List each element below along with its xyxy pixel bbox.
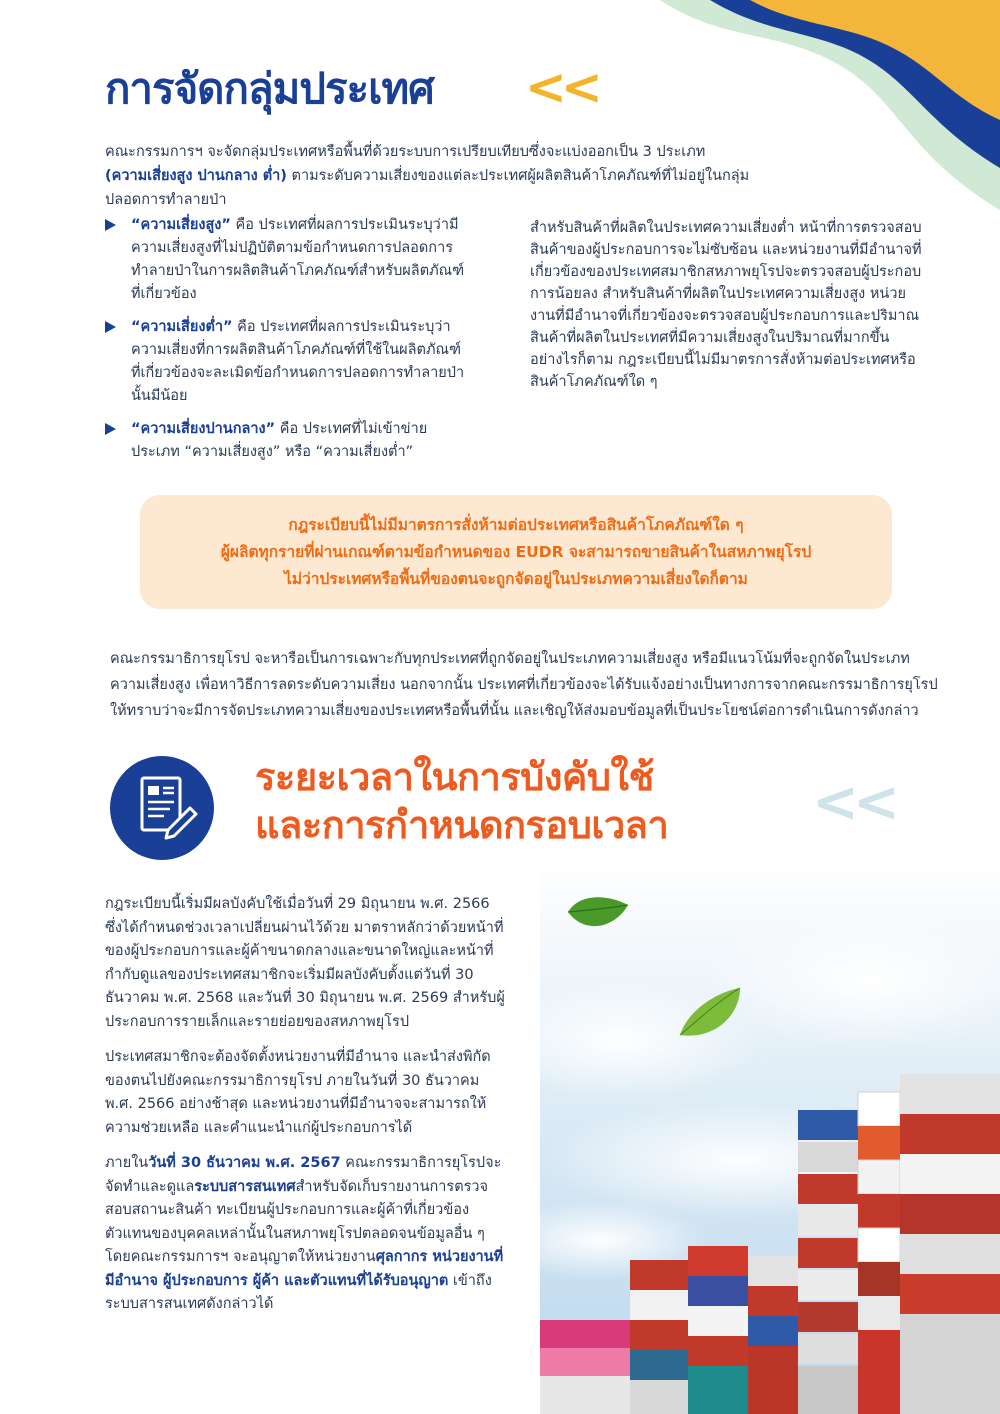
container-stack (798, 1074, 1000, 1414)
timeline-paragraphs (105, 893, 505, 1329)
list-item-standard-risk: “ความเสี่ยงปานกลาง” คือ ประเทศที่ไม่เข้าข่ายประเภท “ความเสี่ยงสูง” หรือ “ความเสี่ยงต่ำ” (105, 418, 465, 464)
callout-line: กฎระเบียบนี้ไม่มีมาตรการสั่งห้ามต่อประเทศหรือสินค้าโภคภัณฑ์ใด ๆ (288, 515, 744, 534)
document-icon (110, 756, 214, 860)
intro-paragraph: คณะกรรมการฯ จะจัดกลุ่มประเทศหรือพื้นที่ด้วยระบบการเปรียบเทียบซึ่งจะแบ่งออกเป็น 3 ประเภท (ความเสี่ยงสูง ปานกลาง ต่ำ) ตามระดับความเสี่ยงของแต่ละประเทศผู้ผลิตสินค้าโภคภัณฑ์ที่ไม่อยู่ในกลุ่ม ปลอดการทำลายป่า (105, 144, 750, 208)
list-item-low-risk: “ความเสี่ยงต่ำ” คือ ประเทศที่ผลการประเมินระบุว่าความเสี่ยงที่การผลิตสินค้าโภคภัณฑ์ที่ใช้ในผลิตภัณฑ์ที่เกี่ยวข้องจะละเมิดข้อกำหนดการปลอดการทำลายป่านั้นมีน้อย (105, 316, 465, 408)
chevron-left-double-icon: << (525, 58, 597, 116)
list-item-high-risk: “ความเสี่ยงสูง” คือ ประเทศที่ผลการประเมินระบุว่ามีความเสี่ยงสูงที่ไม่ปฏิบัติตามข้อกำหนดการปลอดการทำลายป่าในการผลิตสินค้าโภคภัณฑ์สำหรับผลิตภัณฑ์ที่เกี่ยวข้อง (105, 214, 465, 306)
commission-consultation-paragraph: คณะกรรมาธิการยุโรป จะหารือเป็นการเฉพาะกับทุกประเทศที่ถูกจัดอยู่ในประเภทความเสี่ยงสูง หรือมีแนวโน้มที่จะถูกจัดในประเภทความเสี่ยงสูง เพื่อหาวิธีการลดระดับความเสี่ยง นอกจากนั้น ประเทศที่เกี่ยวข้องจะได้รับแจ้งอย่างเป็นทางการจากคณะกรรมาธิการยุโรปให้ทราบว่าจะมีการจัดประเภทความเสี่ยงของประเทศหรือพื้นที่นั้น และเชิญให้ส่งมอบข้อมูลที่เป็นประโยชน์ต่อการดำเนินการดังกล่าว (110, 651, 938, 719)
section-title-enforcement-timeline: ระยะเวลาในการบังคับใช้ และการกำหนดกรอบเวลา (255, 755, 669, 847)
triangle-bullet-icon (105, 423, 116, 435)
section-title-country-grouping: การจัดกลุ่มประเทศ (105, 64, 434, 113)
triangle-bullet-icon (105, 321, 116, 333)
triangle-bullet-icon (105, 219, 116, 231)
information-system-paragraph: ภายในวันที่ 30 ธันวาคม พ.ศ. 2567 คณะกรรมาธิการยุโรปจะจัดทำและดูแลระบบสารสนเทศสำหรับจัดเก็บรายงานการตรวจสอบสถานะสินค้า ทะเบียนผู้ประกอบการและผู้ค้าที่เกี่ยวข้อง ตัวแทนของบุคคลเหล่านั้นในสหภาพยุโรปตลอดจนข้อมูลอื่น ๆ โดยคณะกรรมการฯ จะอนุญาตให้หน่วยงานศุลกากร หน่วยงานที่มีอำนาจ ผู้ประกอบการ ผู้ค้า และตัวแทนที่ได้รับอนุญาต เข้าถึงระบบสารสนเทศดังกล่าวได้ (105, 1155, 504, 1312)
risk-levels-emphasis: (ความเสี่ยงสูง ปานกลาง ต่ำ) (105, 168, 287, 184)
callout-box (140, 495, 892, 609)
low-risk-inspection-paragraph: สำหรับสินค้าที่ผลิตในประเทศความเสี่ยงต่ำ หน้าที่การตรวจสอบสินค้าของผู้ประกอบการจะไม่ซับซ้อน และหน่วยงานที่มีอำนาจที่เกี่ยวข้องของประเทศสมาชิกสหภาพยุโรปจะตรวจสอบผู้ประกอบการน้อยลง สำหรับสินค้าที่ผลิตในประเทศความเสี่ยงสูง หน่วยงานที่มีอำนาจที่เกี่ยวข้องจะตรวจสอบผู้ประกอบการและปริมาณสินค้าที่ผลิตในประเทศที่มีความเสี่ยงสูงในปริมาณที่มากขึ้น อย่างไรก็ตาม กฎระเบียบนี้ไม่มีมาตรการสั่งห้ามต่อประเทศหรือสินค้าโภคภัณฑ์ใด ๆ (530, 220, 922, 390)
shipping-containers-image (540, 860, 1000, 1414)
risk-category-list (105, 214, 465, 474)
chevron-left-double-icon: << (812, 770, 894, 835)
callout-line: ไม่ว่าประเทศหรือพื้นที่ของตนจะถูกจัดอยู่ในประเภทความเสี่ยงใดก็ตาม (284, 569, 748, 588)
entry-into-force-paragraph: กฎระเบียบนี้เริ่มมีผลบังคับใช้เมื่อวันที่ 29 มิถุนายน พ.ศ. 2566 ซึ่งได้กำหนดช่วงเวลาเปลี่ยนผ่านไว้ด้วย มาตราหลักว่าด้วยหน้าที่ของผู้ประกอบการและผู้ค้าขนาดกลางและขนาดใหญ่และหน้าที่กำกับดูแลของประเทศสมาชิกจะเริ่มมีผลบังคับตั้งแต่วันที่ 30 ธันวาคม พ.ศ. 2568 และวันที่ 30 มิถุนายน พ.ศ. 2569 สำหรับผู้ประกอบการรายเล็กและรายย่อยของสหภาพยุโรป (105, 896, 505, 1030)
callout-line: ผู้ผลิตทุกรายที่ผ่านเกณฑ์ตามข้อกำหนดของ EUDR จะสามารถขายสินค้าในสหภาพยุโรป (220, 542, 812, 561)
competent-authority-paragraph: ประเทศสมาชิกจะต้องจัดตั้งหน่วยงานที่มีอำนาจ และนำส่งพิกัดของตนไปยังคณะกรรมาธิการยุโรป ภายในวันที่ 30 ธันวาคม พ.ศ. 2566 อย่างช้าสุด และหน่วยงานที่มีอำนาจจะสามารถให้ความช่วยเหลือ และคำแนะนำแก่ผู้ประกอบการได้ (105, 1049, 491, 1136)
